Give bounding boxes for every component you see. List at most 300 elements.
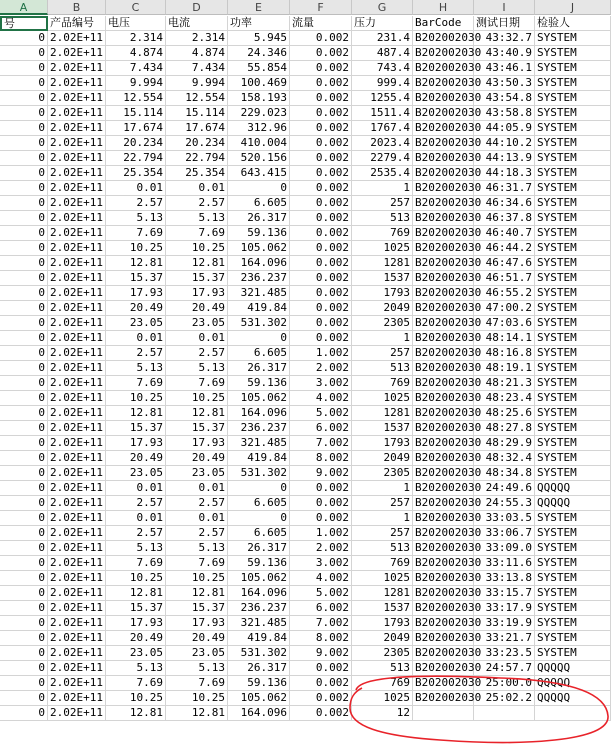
cell-f[interactable]: 0.002 bbox=[290, 181, 352, 196]
cell-h[interactable]: B202002030 bbox=[415, 436, 482, 449]
cell-j[interactable]: SYSTEM bbox=[535, 151, 611, 166]
cell-e[interactable]: 6.605 bbox=[228, 346, 290, 361]
cell-i[interactable]: 44:05.9 bbox=[474, 121, 535, 136]
cell-h[interactable]: B202002030 bbox=[415, 391, 482, 404]
cell-g[interactable]: 487.4 bbox=[352, 46, 413, 61]
cell-g[interactable]: 1793 bbox=[352, 616, 413, 631]
cell-b[interactable]: 产品编号 bbox=[48, 16, 106, 31]
cell-d[interactable]: 0.01 bbox=[166, 481, 228, 496]
cell-j[interactable]: SYSTEM bbox=[535, 631, 611, 646]
cell-f[interactable]: 0.002 bbox=[290, 226, 352, 241]
cell-h[interactable]: B202002030 bbox=[415, 151, 482, 164]
cell-g[interactable]: 1 bbox=[352, 481, 413, 496]
cell-i[interactable]: 24:49.6 bbox=[474, 481, 535, 496]
cell-j[interactable]: SYSTEM bbox=[535, 301, 611, 316]
cell-i[interactable]: 33:06.7 bbox=[474, 526, 535, 541]
cell-f[interactable]: 9.002 bbox=[290, 466, 352, 481]
cell-h[interactable]: B202002030 bbox=[415, 271, 482, 284]
cell-f[interactable]: 0.002 bbox=[290, 61, 352, 76]
cell-a[interactable]: 0 bbox=[0, 316, 48, 331]
cell-h[interactable]: B202002030 bbox=[415, 121, 482, 134]
cell-a[interactable]: 0 bbox=[0, 691, 48, 706]
column-header-h[interactable]: H bbox=[413, 0, 474, 15]
cell-e[interactable]: 520.156 bbox=[228, 151, 290, 166]
cell-j[interactable]: SYSTEM bbox=[535, 286, 611, 301]
cell-g[interactable]: 257 bbox=[352, 496, 413, 511]
cell-d[interactable]: 15.37 bbox=[166, 601, 228, 616]
cell-j[interactable]: SYSTEM bbox=[535, 436, 611, 451]
cell-b[interactable]: 2.02E+11 bbox=[48, 406, 106, 421]
cell-j[interactable]: SYSTEM bbox=[535, 346, 611, 361]
cell-c[interactable]: 12.554 bbox=[106, 91, 166, 106]
cell-d[interactable]: 20.49 bbox=[166, 631, 228, 646]
column-header-e[interactable]: E bbox=[228, 0, 290, 15]
cell-j[interactable]: SYSTEM bbox=[535, 316, 611, 331]
cell-h[interactable]: B202002030 bbox=[415, 256, 482, 269]
cell-g[interactable]: 1793 bbox=[352, 286, 413, 301]
cell-e[interactable]: 321.485 bbox=[228, 286, 290, 301]
cell-f[interactable]: 0.002 bbox=[290, 241, 352, 256]
cell-i[interactable]: 25:00.0 bbox=[474, 676, 535, 691]
cell-d[interactable]: 7.69 bbox=[166, 676, 228, 691]
column-header-b[interactable]: B bbox=[48, 0, 106, 15]
cell-a[interactable]: 0 bbox=[0, 76, 48, 91]
cell-g[interactable]: 2279.4 bbox=[352, 151, 413, 166]
cell-j[interactable]: SYSTEM bbox=[535, 391, 611, 406]
cell-e[interactable]: 312.96 bbox=[228, 121, 290, 136]
cell-h[interactable]: B202002030 bbox=[415, 316, 482, 329]
cell-j[interactable]: QQQQQ bbox=[535, 691, 611, 706]
cell-a[interactable]: 0 bbox=[0, 436, 48, 451]
cell-d[interactable]: 0.01 bbox=[166, 511, 228, 526]
cell-b[interactable]: 2.02E+11 bbox=[48, 166, 106, 181]
cell-g[interactable]: 1767.4 bbox=[352, 121, 413, 136]
cell-b[interactable]: 2.02E+11 bbox=[48, 676, 106, 691]
cell-a[interactable]: 0 bbox=[0, 331, 48, 346]
cell-i[interactable]: 46:55.2 bbox=[474, 286, 535, 301]
cell-i[interactable]: 44:10.2 bbox=[474, 136, 535, 151]
cell-g[interactable]: 1793 bbox=[352, 436, 413, 451]
cell-c[interactable]: 10.25 bbox=[106, 391, 166, 406]
cell-g[interactable]: 257 bbox=[352, 526, 413, 541]
cell-b[interactable]: 2.02E+11 bbox=[48, 151, 106, 166]
cell-b[interactable]: 2.02E+11 bbox=[48, 496, 106, 511]
cell-j[interactable]: QQQQQ bbox=[535, 481, 611, 496]
cell-i[interactable]: 47:03.6 bbox=[474, 316, 535, 331]
cell-d[interactable]: 7.434 bbox=[166, 61, 228, 76]
cell-i[interactable]: 48:25.6 bbox=[474, 406, 535, 421]
cell-e[interactable]: 26.317 bbox=[228, 361, 290, 376]
cell-h[interactable]: B202002030 bbox=[415, 301, 482, 314]
cell-a[interactable]: 号 bbox=[0, 16, 48, 31]
cell-i[interactable]: 46:47.6 bbox=[474, 256, 535, 271]
cell-f[interactable]: 0.002 bbox=[290, 481, 352, 496]
cell-a[interactable]: 0 bbox=[0, 136, 48, 151]
cell-i[interactable]: 48:16.8 bbox=[474, 346, 535, 361]
cell-b[interactable]: 2.02E+11 bbox=[48, 586, 106, 601]
cell-c[interactable]: 5.13 bbox=[106, 361, 166, 376]
cell-g[interactable]: 1537 bbox=[352, 271, 413, 286]
cell-c[interactable]: 17.93 bbox=[106, 436, 166, 451]
cell-a[interactable]: 0 bbox=[0, 271, 48, 286]
cell-b[interactable]: 2.02E+11 bbox=[48, 391, 106, 406]
cell-e[interactable]: 236.237 bbox=[228, 421, 290, 436]
cell-h[interactable]: B202002030 bbox=[415, 376, 482, 389]
cell-d[interactable]: 17.93 bbox=[166, 286, 228, 301]
cell-f[interactable]: 8.002 bbox=[290, 631, 352, 646]
cell-h[interactable]: B202002030 bbox=[415, 361, 482, 374]
cell-f[interactable]: 0.002 bbox=[290, 91, 352, 106]
cell-a[interactable]: 0 bbox=[0, 256, 48, 271]
cell-j[interactable]: SYSTEM bbox=[535, 136, 611, 151]
cell-d[interactable]: 20.49 bbox=[166, 451, 228, 466]
cell-j[interactable]: SYSTEM bbox=[535, 526, 611, 541]
cell-c[interactable]: 20.49 bbox=[106, 451, 166, 466]
cell-a[interactable]: 0 bbox=[0, 451, 48, 466]
cell-d[interactable]: 2.314 bbox=[166, 31, 228, 46]
cell-d[interactable]: 5.13 bbox=[166, 211, 228, 226]
cell-a[interactable]: 0 bbox=[0, 31, 48, 46]
cell-f[interactable]: 0.002 bbox=[290, 676, 352, 691]
cell-j[interactable]: SYSTEM bbox=[535, 181, 611, 196]
cell-c[interactable]: 2.57 bbox=[106, 196, 166, 211]
cell-i[interactable]: 46:37.8 bbox=[474, 211, 535, 226]
cell-i[interactable]: 24:57.7 bbox=[474, 661, 535, 676]
cell-b[interactable]: 2.02E+11 bbox=[48, 466, 106, 481]
cell-d[interactable]: 9.994 bbox=[166, 76, 228, 91]
cell-h[interactable]: B202002030 bbox=[415, 571, 482, 584]
cell-g[interactable]: 2535.4 bbox=[352, 166, 413, 181]
cell-f[interactable]: 0.002 bbox=[290, 76, 352, 91]
cell-b[interactable]: 2.02E+11 bbox=[48, 106, 106, 121]
cell-c[interactable]: 17.674 bbox=[106, 121, 166, 136]
cell-g[interactable]: 999.4 bbox=[352, 76, 413, 91]
cell-b[interactable]: 2.02E+11 bbox=[48, 451, 106, 466]
cell-h[interactable]: B202002030 bbox=[415, 661, 482, 674]
cell-i[interactable]: 33:21.7 bbox=[474, 631, 535, 646]
cell-h[interactable]: B202002030 bbox=[415, 331, 482, 344]
cell-f[interactable]: 0.002 bbox=[290, 46, 352, 61]
cell-e[interactable]: 105.062 bbox=[228, 391, 290, 406]
cell-h[interactable]: B202002030 bbox=[415, 541, 482, 554]
cell-b[interactable]: 2.02E+11 bbox=[48, 46, 106, 61]
column-header-j[interactable]: J bbox=[535, 0, 611, 15]
cell-f[interactable]: 0.002 bbox=[290, 691, 352, 706]
cell-f[interactable]: 0.002 bbox=[290, 196, 352, 211]
cell-a[interactable]: 0 bbox=[0, 91, 48, 106]
cell-d[interactable]: 5.13 bbox=[166, 541, 228, 556]
cell-j[interactable]: SYSTEM bbox=[535, 421, 611, 436]
cell-g[interactable]: 压力 bbox=[352, 16, 413, 31]
cell-c[interactable]: 0.01 bbox=[106, 331, 166, 346]
cell-a[interactable]: 0 bbox=[0, 421, 48, 436]
cell-c[interactable]: 10.25 bbox=[106, 691, 166, 706]
cell-h[interactable]: B202002030 bbox=[415, 226, 482, 239]
cell-d[interactable]: 20.49 bbox=[166, 301, 228, 316]
cell-d[interactable]: 23.05 bbox=[166, 646, 228, 661]
cell-e[interactable]: 59.136 bbox=[228, 376, 290, 391]
cell-f[interactable]: 0.002 bbox=[290, 166, 352, 181]
cell-b[interactable]: 2.02E+11 bbox=[48, 541, 106, 556]
cell-e[interactable]: 321.485 bbox=[228, 616, 290, 631]
cell-j[interactable]: SYSTEM bbox=[535, 211, 611, 226]
cell-f[interactable]: 0.002 bbox=[290, 106, 352, 121]
cell-g[interactable]: 743.4 bbox=[352, 61, 413, 76]
cell-d[interactable]: 2.57 bbox=[166, 526, 228, 541]
cell-c[interactable]: 20.49 bbox=[106, 631, 166, 646]
cell-b[interactable]: 2.02E+11 bbox=[48, 226, 106, 241]
cell-h[interactable]: B202002030 bbox=[415, 106, 482, 119]
cell-g[interactable]: 769 bbox=[352, 676, 413, 691]
cell-f[interactable]: 6.002 bbox=[290, 601, 352, 616]
cell-i[interactable]: 33:11.6 bbox=[474, 556, 535, 571]
cell-e[interactable]: 55.854 bbox=[228, 61, 290, 76]
cell-j[interactable]: QQQQQ bbox=[535, 661, 611, 676]
cell-f[interactable]: 0.002 bbox=[290, 511, 352, 526]
cell-g[interactable]: 1 bbox=[352, 511, 413, 526]
cell-h[interactable]: B202002030 bbox=[415, 556, 482, 569]
cell-i[interactable]: 48:29.9 bbox=[474, 436, 535, 451]
cell-j[interactable] bbox=[535, 706, 611, 721]
cell-f[interactable]: 2.002 bbox=[290, 541, 352, 556]
cell-h[interactable]: B202002030 bbox=[415, 181, 482, 194]
cell-f[interactable]: 0.002 bbox=[290, 121, 352, 136]
cell-c[interactable]: 7.434 bbox=[106, 61, 166, 76]
cell-h[interactable]: B202002030 bbox=[415, 91, 482, 104]
cell-c[interactable]: 2.314 bbox=[106, 31, 166, 46]
cell-e[interactable]: 26.317 bbox=[228, 211, 290, 226]
cell-c[interactable]: 23.05 bbox=[106, 646, 166, 661]
cell-f[interactable]: 2.002 bbox=[290, 361, 352, 376]
cell-h[interactable]: B202002030 bbox=[415, 601, 482, 614]
cell-j[interactable]: SYSTEM bbox=[535, 241, 611, 256]
cell-c[interactable]: 7.69 bbox=[106, 226, 166, 241]
cell-g[interactable]: 12 bbox=[352, 706, 413, 721]
cell-g[interactable]: 1281 bbox=[352, 406, 413, 421]
cell-c[interactable]: 5.13 bbox=[106, 541, 166, 556]
cell-a[interactable]: 0 bbox=[0, 706, 48, 721]
cell-h[interactable]: B202002030 bbox=[415, 346, 482, 359]
cell-j[interactable]: SYSTEM bbox=[535, 376, 611, 391]
cell-e[interactable]: 419.84 bbox=[228, 631, 290, 646]
cell-f[interactable]: 0.002 bbox=[290, 301, 352, 316]
cell-c[interactable]: 17.93 bbox=[106, 616, 166, 631]
cell-c[interactable]: 2.57 bbox=[106, 526, 166, 541]
cell-i[interactable]: 25:02.2 bbox=[474, 691, 535, 706]
cell-a[interactable]: 0 bbox=[0, 376, 48, 391]
cell-g[interactable]: 2305 bbox=[352, 466, 413, 481]
cell-j[interactable]: SYSTEM bbox=[535, 571, 611, 586]
cell-b[interactable]: 2.02E+11 bbox=[48, 316, 106, 331]
cell-f[interactable]: 0.002 bbox=[290, 31, 352, 46]
cell-j[interactable]: SYSTEM bbox=[535, 61, 611, 76]
cell-d[interactable]: 23.05 bbox=[166, 316, 228, 331]
cell-d[interactable]: 10.25 bbox=[166, 571, 228, 586]
column-header-f[interactable]: F bbox=[290, 0, 352, 15]
cell-i[interactable]: 43:58.8 bbox=[474, 106, 535, 121]
cell-i[interactable]: 43:54.8 bbox=[474, 91, 535, 106]
cell-a[interactable]: 0 bbox=[0, 526, 48, 541]
cell-h[interactable]: B202002030 bbox=[415, 196, 482, 209]
cell-c[interactable]: 0.01 bbox=[106, 481, 166, 496]
cell-b[interactable]: 2.02E+11 bbox=[48, 196, 106, 211]
cell-b[interactable]: 2.02E+11 bbox=[48, 571, 106, 586]
cell-i[interactable]: 43:50.3 bbox=[474, 76, 535, 91]
cell-f[interactable]: 0.002 bbox=[290, 661, 352, 676]
cell-c[interactable]: 5.13 bbox=[106, 661, 166, 676]
cell-i[interactable]: 33:15.7 bbox=[474, 586, 535, 601]
cell-d[interactable]: 0.01 bbox=[166, 331, 228, 346]
cell-j[interactable]: SYSTEM bbox=[535, 106, 611, 121]
cell-a[interactable]: 0 bbox=[0, 676, 48, 691]
cell-e[interactable]: 419.84 bbox=[228, 301, 290, 316]
column-header-g[interactable]: G bbox=[352, 0, 413, 15]
cell-f[interactable]: 0.002 bbox=[290, 706, 352, 721]
cell-d[interactable]: 12.81 bbox=[166, 586, 228, 601]
cell-g[interactable]: 1537 bbox=[352, 421, 413, 436]
cell-j[interactable]: QQQQQ bbox=[535, 676, 611, 691]
cell-a[interactable]: 0 bbox=[0, 211, 48, 226]
cell-a[interactable]: 0 bbox=[0, 631, 48, 646]
cell-c[interactable]: 25.354 bbox=[106, 166, 166, 181]
cell-h[interactable]: B202002030 bbox=[415, 211, 482, 224]
cell-i[interactable]: 43:40.9 bbox=[474, 46, 535, 61]
cell-a[interactable]: 0 bbox=[0, 346, 48, 361]
cell-i[interactable]: 46:34.6 bbox=[474, 196, 535, 211]
cell-c[interactable]: 15.37 bbox=[106, 271, 166, 286]
cell-a[interactable]: 0 bbox=[0, 301, 48, 316]
cell-g[interactable]: 1511.4 bbox=[352, 106, 413, 121]
cell-d[interactable]: 22.794 bbox=[166, 151, 228, 166]
cell-d[interactable]: 12.554 bbox=[166, 91, 228, 106]
cell-d[interactable]: 25.354 bbox=[166, 166, 228, 181]
cell-f[interactable]: 0.002 bbox=[290, 211, 352, 226]
cell-d[interactable]: 12.81 bbox=[166, 256, 228, 271]
cell-i[interactable]: 48:21.3 bbox=[474, 376, 535, 391]
cell-i[interactable]: 48:14.1 bbox=[474, 331, 535, 346]
cell-i[interactable]: 44:13.9 bbox=[474, 151, 535, 166]
cell-b[interactable]: 2.02E+11 bbox=[48, 436, 106, 451]
cell-c[interactable]: 2.57 bbox=[106, 346, 166, 361]
cell-b[interactable]: 2.02E+11 bbox=[48, 661, 106, 676]
cell-h[interactable]: B202002030 bbox=[415, 76, 482, 89]
cell-c[interactable]: 12.81 bbox=[106, 256, 166, 271]
cell-b[interactable]: 2.02E+11 bbox=[48, 211, 106, 226]
cell-a[interactable]: 0 bbox=[0, 46, 48, 61]
cell-d[interactable]: 10.25 bbox=[166, 691, 228, 706]
cell-h[interactable]: B202002030 bbox=[415, 241, 482, 254]
cell-g[interactable]: 1537 bbox=[352, 601, 413, 616]
cell-c[interactable]: 22.794 bbox=[106, 151, 166, 166]
cell-e[interactable]: 321.485 bbox=[228, 436, 290, 451]
cell-c[interactable]: 12.81 bbox=[106, 586, 166, 601]
cell-i[interactable]: 46:40.7 bbox=[474, 226, 535, 241]
cell-g[interactable]: 257 bbox=[352, 346, 413, 361]
cell-f[interactable]: 3.002 bbox=[290, 376, 352, 391]
cell-b[interactable]: 2.02E+11 bbox=[48, 631, 106, 646]
cell-b[interactable]: 2.02E+11 bbox=[48, 301, 106, 316]
cell-e[interactable]: 229.023 bbox=[228, 106, 290, 121]
cell-j[interactable]: SYSTEM bbox=[535, 556, 611, 571]
cell-b[interactable]: 2.02E+11 bbox=[48, 421, 106, 436]
cell-c[interactable]: 12.81 bbox=[106, 406, 166, 421]
cell-f[interactable]: 8.002 bbox=[290, 451, 352, 466]
cell-j[interactable]: SYSTEM bbox=[535, 76, 611, 91]
cell-a[interactable]: 0 bbox=[0, 661, 48, 676]
cell-e[interactable]: 59.136 bbox=[228, 226, 290, 241]
cell-i[interactable]: 44:18.3 bbox=[474, 166, 535, 181]
cell-g[interactable]: 2049 bbox=[352, 631, 413, 646]
cell-d[interactable]: 15.37 bbox=[166, 421, 228, 436]
cell-e[interactable]: 26.317 bbox=[228, 661, 290, 676]
cell-e[interactable]: 164.096 bbox=[228, 586, 290, 601]
cell-j[interactable]: SYSTEM bbox=[535, 256, 611, 271]
cell-j[interactable]: SYSTEM bbox=[535, 616, 611, 631]
cell-f[interactable]: 1.002 bbox=[290, 526, 352, 541]
cell-e[interactable]: 236.237 bbox=[228, 271, 290, 286]
cell-h[interactable]: B202002030 bbox=[415, 646, 482, 659]
cell-a[interactable]: 0 bbox=[0, 586, 48, 601]
cell-j[interactable]: SYSTEM bbox=[535, 226, 611, 241]
cell-e[interactable]: 0 bbox=[228, 181, 290, 196]
cell-a[interactable]: 0 bbox=[0, 616, 48, 631]
cell-j[interactable]: SYSTEM bbox=[535, 361, 611, 376]
cell-b[interactable]: 2.02E+11 bbox=[48, 691, 106, 706]
cell-h[interactable]: B202002030 bbox=[415, 691, 482, 704]
cell-b[interactable]: 2.02E+11 bbox=[48, 616, 106, 631]
cell-h[interactable]: B202002030 bbox=[415, 451, 482, 464]
cell-h[interactable]: B202002030 bbox=[415, 511, 482, 524]
cell-d[interactable]: 5.13 bbox=[166, 661, 228, 676]
cell-f[interactable]: 4.002 bbox=[290, 571, 352, 586]
cell-i[interactable]: 48:23.4 bbox=[474, 391, 535, 406]
cell-h[interactable]: B202002030 bbox=[415, 46, 482, 59]
cell-a[interactable]: 0 bbox=[0, 121, 48, 136]
cell-h[interactable]: B202002030 bbox=[415, 136, 482, 149]
cell-j[interactable]: SYSTEM bbox=[535, 166, 611, 181]
cell-i[interactable]: 33:09.0 bbox=[474, 541, 535, 556]
cell-d[interactable]: 7.69 bbox=[166, 376, 228, 391]
cell-h[interactable]: B202002030 bbox=[415, 406, 482, 419]
cell-c[interactable]: 电压 bbox=[106, 16, 166, 31]
cell-h[interactable]: B202002030 bbox=[415, 31, 482, 44]
cell-j[interactable]: SYSTEM bbox=[535, 46, 611, 61]
cell-f[interactable]: 流量 bbox=[290, 16, 352, 31]
cell-c[interactable]: 7.69 bbox=[106, 676, 166, 691]
cell-d[interactable]: 7.69 bbox=[166, 226, 228, 241]
cell-c[interactable]: 23.05 bbox=[106, 316, 166, 331]
cell-c[interactable]: 23.05 bbox=[106, 466, 166, 481]
cell-g[interactable]: 513 bbox=[352, 361, 413, 376]
cell-c[interactable]: 10.25 bbox=[106, 241, 166, 256]
cell-d[interactable]: 12.81 bbox=[166, 406, 228, 421]
cell-i[interactable]: 46:31.7 bbox=[474, 181, 535, 196]
cell-e[interactable]: 59.136 bbox=[228, 676, 290, 691]
cell-i[interactable] bbox=[474, 706, 535, 721]
cell-g[interactable]: 1025 bbox=[352, 241, 413, 256]
column-header-c[interactable]: C bbox=[106, 0, 166, 15]
cell-d[interactable]: 10.25 bbox=[166, 391, 228, 406]
cell-b[interactable]: 2.02E+11 bbox=[48, 706, 106, 721]
cell-e[interactable]: 164.096 bbox=[228, 256, 290, 271]
cell-d[interactable]: 17.93 bbox=[166, 436, 228, 451]
column-header-d[interactable]: D bbox=[166, 0, 228, 15]
cell-e[interactable]: 410.004 bbox=[228, 136, 290, 151]
cell-b[interactable]: 2.02E+11 bbox=[48, 346, 106, 361]
cell-d[interactable]: 15.37 bbox=[166, 271, 228, 286]
cell-a[interactable]: 0 bbox=[0, 646, 48, 661]
cell-a[interactable]: 0 bbox=[0, 481, 48, 496]
